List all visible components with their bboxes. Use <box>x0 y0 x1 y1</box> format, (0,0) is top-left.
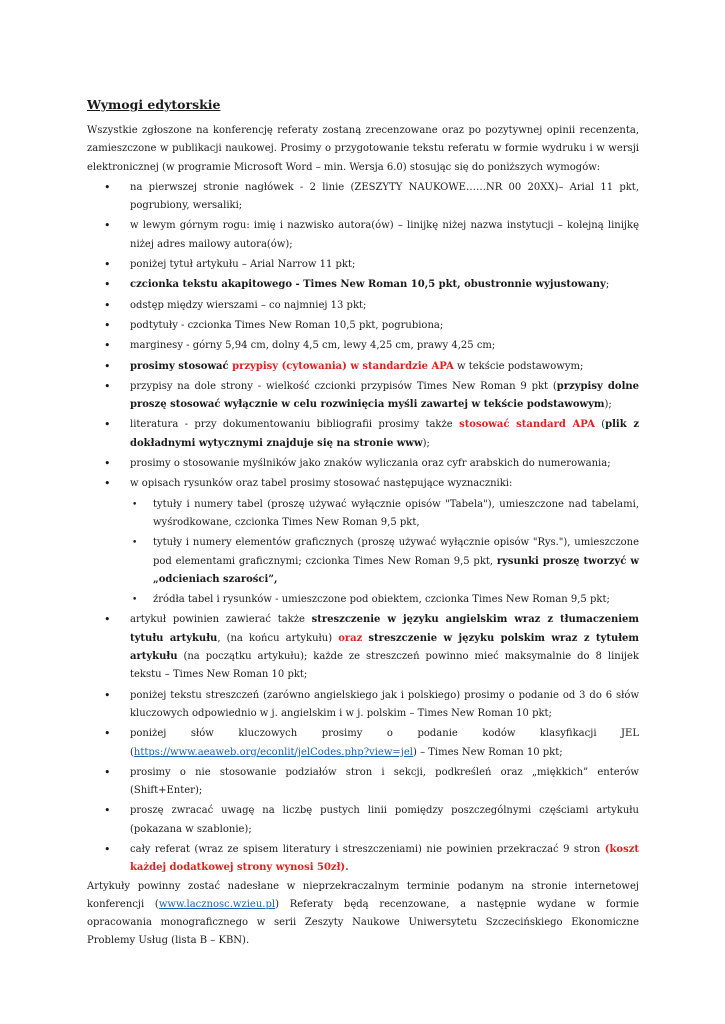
bullet-icon: • <box>104 613 111 627</box>
bullet-icon: • <box>104 359 111 373</box>
small-bullet-icon: • <box>132 499 138 510</box>
list-item: • cały referat (wraz ze spisem literatury i streszczeniami) nie powinien przekraczać 9 stron (koszt każdej dodatkowej strony wynosi 50zł). <box>104 842 639 874</box>
sub-list-item: • tytuły i numery elementów graficznych (proszę używać wyłącznie opisów "Rys."), umieszczone pod elementami graficznymi; czcionka Times New Roman 9,5 pkt, rysunki proszę tworzyć w „odcieniach szarości”, <box>130 534 639 589</box>
list-item: • poniżej tekstu streszczeń (zarówno angielskiego jak i polskiego) prosimy o podanie od 3 do 6 słów kluczowych odpowiednio w j. angielskim i w j. polskim – Times New Roman 10 pkt; <box>104 688 639 719</box>
sub-list-item: • tytuły i numery tabel (proszę używać wyłącznie opisów "Tabela"), umieszczone nad tabelami, wyśrodkowane, czcionka Times New Roman 9,5 pkt, <box>130 496 639 533</box>
bullet-icon: • <box>104 180 111 194</box>
page-title: Wymogi edytorskie <box>87 97 221 112</box>
intro-paragraph: Wszystkie zgłoszone na konferencję referaty zostaną zrecenzowane oraz po pozytywnej opinii recenzenta, zamieszczone w publikacji naukowej. Prosimy o przygotowanie tekstu referatu w formie wydruku i w wersji elektronicznej (w programie Microsoft Word – min. Wersja 6.0) stosując się do poniższych wymogów: <box>87 125 639 173</box>
list-item: • w opisach rysunków oraz tabel prosimy stosować następujące wyznaczniki: • tytuły i numery tabel (proszę używać wyłącznie opisów "Tabela"), umieszczone nad tabelami, wyśrodkowane, czcionka Times New Roman 9,5 pkt, • tytuły i numery elementów graficznych (proszę używać wyłącznie opisów "Rys."), umieszczone pod elementami graficznymi; czcionka Times New Roman 9,5 pkt, rysunki proszę tworzyć w „odcieniach szarości”, • źródła tabel i rysunków - umieszczone pod obiektem, czcionka Times New Roman 9,5 pkt; <box>87 475 639 609</box>
bullet-icon: • <box>104 339 111 353</box>
list-item: • poniżej słów kluczowych prosimy o podanie kodów klasyfikacji JEL (https://www.aeaweb.org/econlit/jelCodes.php?view=jel) – Times New Roman 10 pkt; <box>104 727 639 758</box>
list-item: • na pierwszej stronie nagłówek - 2 linie (ZESZYTY NAUKOWE……NR 00 20XX)– Arial 11 pkt, pogrubiony, wersaliki; <box>104 180 639 212</box>
bullet-icon: • <box>104 258 111 272</box>
closing-paragraph: Artykuły powinny zostać nadesłane w nieprzekraczalnym terminie podanym na stronie internetowej konferencji (www.lacznosc.wzieu.pl) Referaty będą recenzowane, a następnie wydane w formie opracowania monograficznego w serii Zeszyty Naukowe Uniwersytetu Szczecińskiego Ekonomiczne Problemy Usług (lista B – KBN). <box>87 880 639 947</box>
list-item: • czcionka tekstu akapitowego - Times New Roman 10,5 pkt, obustronnie wyjustowany; <box>87 276 639 294</box>
bullet-icon: • <box>104 727 111 741</box>
sub-list-item: • źródła tabel i rysunków - umieszczone pod obiektem, czcionka Times New Roman 9,5 pkt; <box>130 591 639 609</box>
bullet-icon: • <box>104 765 111 779</box>
bullet-icon: • <box>104 457 111 471</box>
bullet-icon: • <box>104 842 111 856</box>
bullet-icon: • <box>104 477 111 491</box>
list-item: • w lewym górnym rogu: imię i nazwisko autora(ów) – linijkę niżej nazwa instytucji – kolejną linijkę niżej adres mailowy autora(ów); <box>104 219 639 250</box>
bullet-icon: • <box>104 418 111 432</box>
bullet-icon: • <box>104 688 111 702</box>
sub-list <box>130 496 639 610</box>
list-item: • prosimy o stosowanie myślników jako znaków wyliczania oraz cyfr arabskich do numerowania; <box>87 455 639 473</box>
document-page <box>87 96 639 951</box>
list-item: • przypisy na dole strony - wielkość czcionki przypisów Times New Roman 9 pkt (przypisy dolne proszę stosować wyłącznie w celu rozwinięcia myśli zawartej w tekście podstawowym); <box>104 379 639 411</box>
jel-codes-link[interactable]: https://www.aeaweb.org/econlit/jelCodes.php?view=jel <box>133 746 413 758</box>
list-item: • podtytuły - czcionka Times New Roman 10,5 pkt, pogrubiona; <box>87 317 639 335</box>
list-item: • prosimy stosować przypisy (cytowania) w standardzie APA w tekście podstawowym; <box>87 358 639 376</box>
bullet-icon: • <box>104 379 111 393</box>
bullet-icon: • <box>104 219 111 233</box>
list-item: • odstęp między wierszami – co najmniej 13 pkt; <box>87 297 639 315</box>
small-bullet-icon: • <box>132 595 138 606</box>
requirements-list <box>87 179 639 878</box>
list-item: • marginesy - górny 5,94 cm, dolny 4,5 cm, lewy 4,25 cm, prawy 4,25 cm; <box>87 337 639 355</box>
conference-website-link[interactable]: www.lacznosc.wzieu.pl <box>158 898 276 910</box>
bullet-icon: • <box>104 804 111 818</box>
list-item: • prosimy o nie stosowanie podziałów stron i sekcji, podkreśleń oraz „miękkich” enterów (Shift+Enter); <box>104 765 639 797</box>
list-item: • poniżej tytuł artykułu – Arial Narrow 11 pkt; <box>87 256 639 274</box>
bullet-icon: • <box>104 318 111 332</box>
bullet-icon: • <box>104 278 111 292</box>
list-item: • proszę zwracać uwagę na liczbę pustych linii pomiędzy poszczególnymi częściami artykułu (pokazana w szablonie); <box>104 804 639 835</box>
small-bullet-icon: • <box>132 538 138 549</box>
list-item: • artykuł powinien zawierać także streszczenie w języku angielskim wraz z tłumaczeniem tytułu artykułu, (na końcu artykułu) oraz streszczenie w języku polskim wraz z tytułem artykułu (na początku artykułu); każde ze streszczeń powinno mieć maksymalnie do 8 linijek tekstu – Times New Roman 10 pkt; <box>104 613 639 681</box>
bullet-icon: • <box>104 298 111 312</box>
list-item: • literatura - przy dokumentowaniu bibliografii prosimy także stosować standard APA (plik z dokładnymi wytycznymi znajduje się na stronie www); <box>104 418 639 449</box>
